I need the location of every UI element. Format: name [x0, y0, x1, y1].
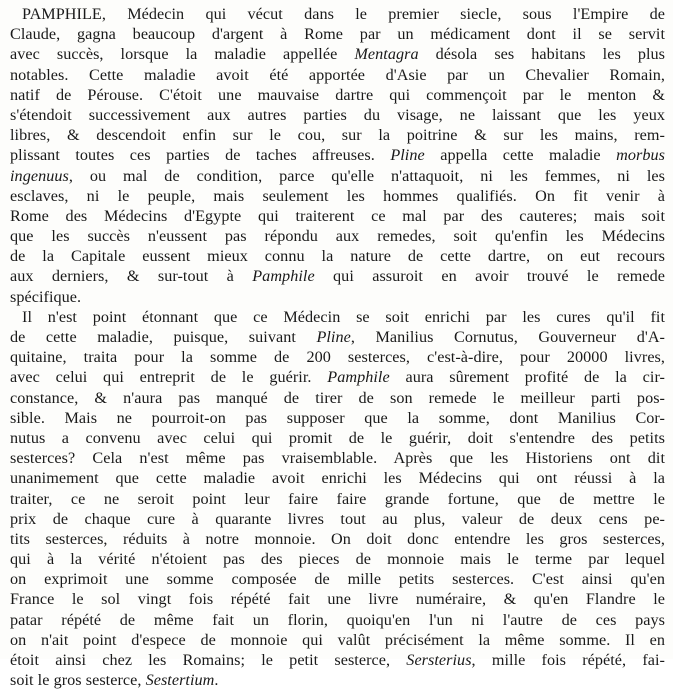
text-line: de cette maladie, puisque, suivant Pline, Manilius Cornutus, Gouverneur d'A- — [10, 328, 665, 346]
text-line: natif de Pérouse. C'étoit une mauvaise dartre qui commençoit par le menton & — [10, 85, 665, 104]
text-line: on exprimoit une somme composée de mille petits sesterces. C'est ainsi qu'en — [10, 570, 665, 589]
text-line: Il n'est point étonnant que ce Médecin se soit enrichi par les cures qu'il fit — [22, 307, 665, 326]
text-line: Claude, gagna beaucoup d'argent à Rome par un médicament dont il se servit — [10, 25, 665, 44]
text-line: plissant toutes ces parties de taches affreuses. Pline appella cette maladie morbus — [10, 146, 666, 165]
text-line: avec celui qui entreprit de le guérir. Pamphile aura sûrement profité de la cir- — [10, 368, 665, 387]
text-line: soit le gros sesterce, Sestertium. — [10, 671, 219, 690]
text-line: Rome des Médecins d'Egypte qui traiterent ce mal par des cauteres; mais soit — [10, 206, 665, 225]
text-line: libres, & descendoit enfin sur le cou, sur la poitrine & sur les mains, rem- — [10, 126, 665, 145]
text-line: s'étendoit successivement aux autres parties du visage, ne laissant que les yeux — [10, 105, 665, 124]
text-line: constance, & n'aura pas manqué de tirer de son remede le meilleur parti pos- — [10, 388, 665, 407]
text-line: France le sol vingt fois répété fait une livre numéraire, & qu'en Flandre le — [10, 590, 665, 609]
text-line: on n'ait point d'espece de monnoie qui valût précisément la même somme. Il en — [10, 630, 665, 649]
text-line: notables. Cette maladie avoit été apportée d'Asie par un Chevalier Romain, — [10, 65, 665, 84]
text-line: qui à la vérité n'étoient pas des pieces de monnoie mais le terme par lequel — [10, 550, 665, 569]
paragraph-1 — [10, 4, 665, 307]
text-line: sible. Mais ne pourroit-on pas supposer que la somme, dont Manilius Cor- — [10, 408, 665, 427]
text-line: aux derniers, & sur-tout à Pamphile qui assuroit en avoir trouvé le remede — [10, 267, 665, 286]
text-line: nutus a convenu avec celui qui promit de le guérir, doit s'entendre des petits — [10, 428, 665, 447]
text-line: esclaves, ni le peuple, mais seulement les hommes qualifiés. On fit venir à — [10, 186, 665, 205]
text-line: ingenuus, ou mal de condition, parce qu'elle n'attaquoit, ni les femmes, ni les — [10, 166, 665, 185]
text-line: de la Capitale eussent mieux connu la nature de cette dartre, on eut recours — [10, 247, 665, 266]
text-line: spécifique. — [10, 287, 82, 306]
text-line: tits sesterces, réduits à notre monnoie. On doit donc entendre les gros sesterces, — [10, 529, 665, 548]
text-line: que les succès n'eussent pas répondu aux remedes, soit qu'enfin les Médecins — [10, 227, 665, 246]
text-line: traiter, ce ne seroit point leur faire faire grande fortune, que de mettre le — [10, 489, 665, 508]
text-line: patar répété de même fait un florin, quoiqu'en l'un ni l'autre de ces pays — [10, 610, 665, 629]
text-line: sesterces? Cela n'est même pas vraisemblable. Après que les Historiens ont dit — [10, 449, 665, 468]
paragraph-2 — [10, 307, 665, 690]
text-line: avec succès, lorsque la maladie appellée Mentagra désola ses habitans les plus — [10, 45, 666, 64]
text-line: prix de chaque cure à quarante livres tout au plus, valeur de deux cens pe- — [10, 509, 665, 528]
text-line: unanimement que cette maladie avoit enrichi les Médecins qui ont réussi à la — [10, 469, 665, 488]
text-line: quitaine, traita pour la somme de 200 sesterces, c'est-à-dire, pour 20000 livres, — [10, 348, 665, 367]
text-line: PAMPHILE, Médecin qui vécut dans le premier siecle, sous l'Empire de — [22, 5, 665, 23]
text-line: étoit ainsi chez les Romains; le petit sesterce, Sersterius, mille fois répété, fai- — [10, 651, 665, 669]
